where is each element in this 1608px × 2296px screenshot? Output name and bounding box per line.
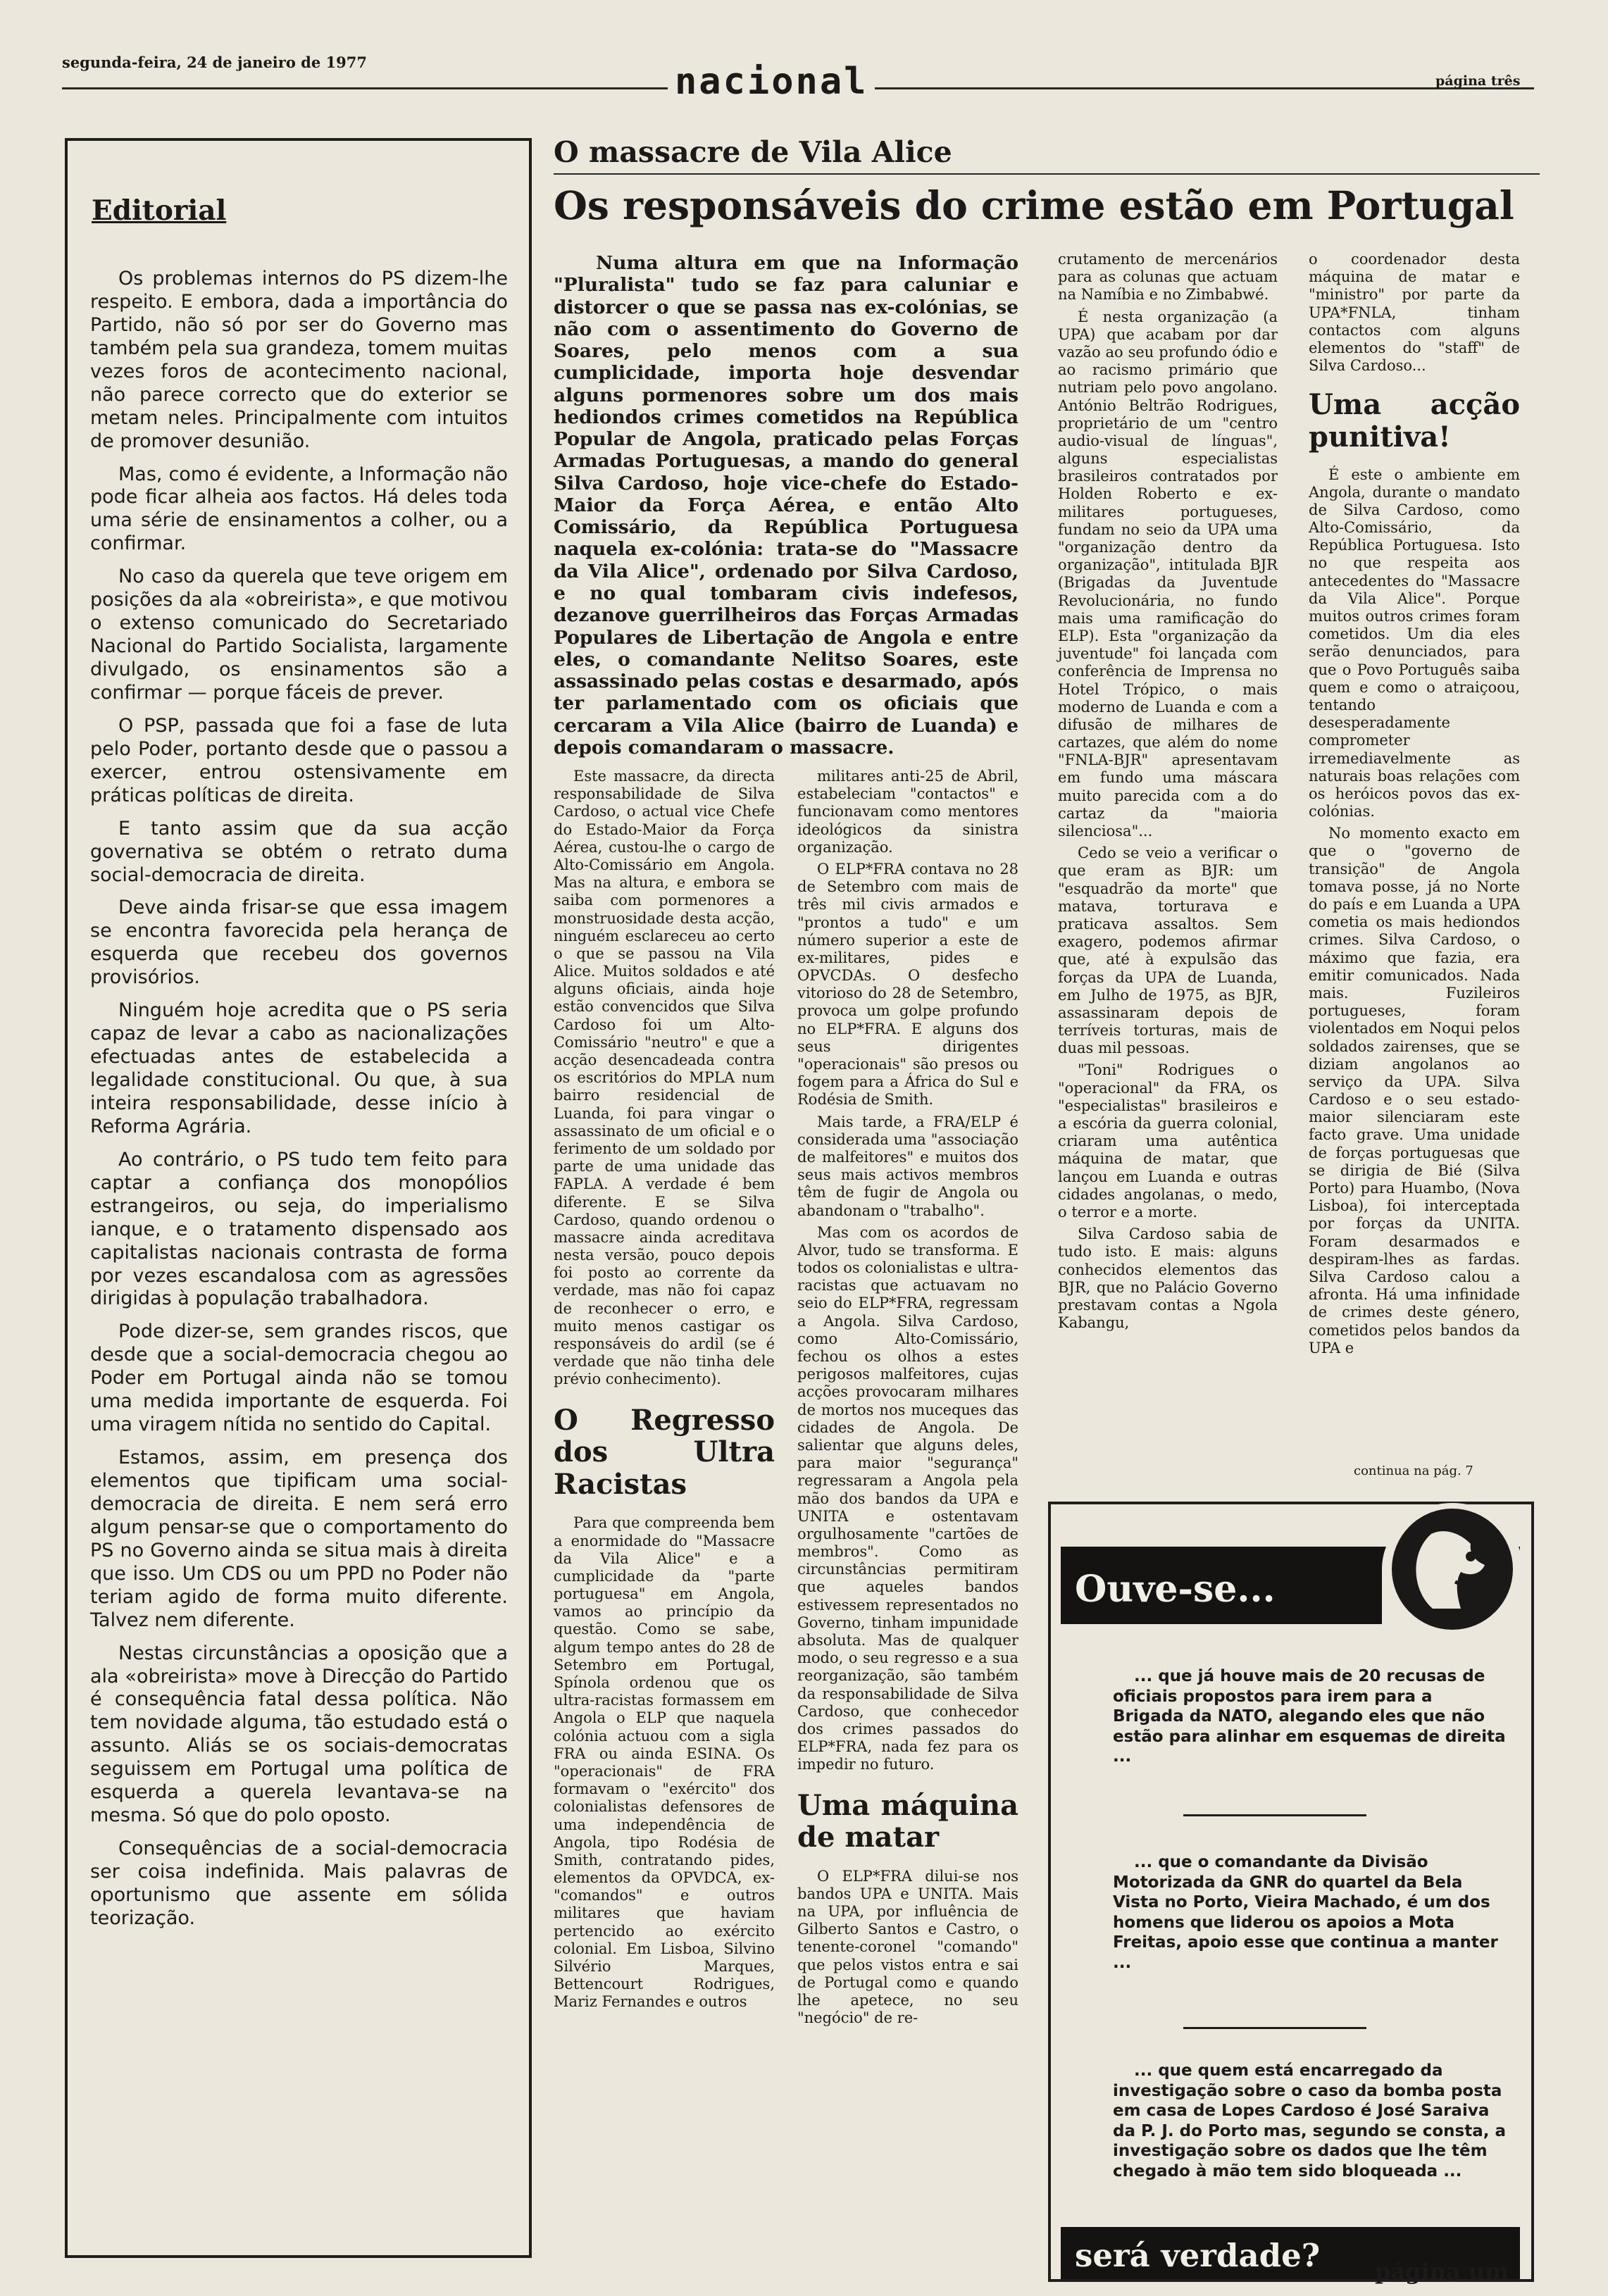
subhead-accao: Uma acção punitiva!	[1309, 388, 1520, 454]
article-paragraph: crutamento de mercenários para as colunas que actuam na Namíbia e no Zimbabwé.	[1058, 251, 1278, 304]
article-paragraph: Este massacre, da directa responsabilidade de Silva Cardoso, o actual vice Chefe do Estado-Maior da Força Aérea, custou-lhe o cargo de Alto-Comissário em Angola. Mas na altura, e embora se saiba com pormenores a monstruosidade desta acção, ninguém esclareceu ao certo o que se passou na Vila Alice. Muitos soldados e até alguns oficiais, ainda hoje estão convencidos que Silva Cardoso foi um Alto-Comissário "neutro" e que a acção desencadeada contra os escritórios do MPLA num bairro residencial de Luanda, foi para vingar o assassinato de um oficial e o ferimento de um soldado por parte de uma unidade das FAPLA. A verdade é bem diferente. E se Silva Cardoso, quando ordenou o massacre ainda acreditava nesta versão, pouco depois foi posto ao corrente da verdade, mas não foi capaz de reconhecer o erro, e muito menos castigar os responsáveis do ardil (se é verdade que não tinha dele prévio conhecimento).	[554, 768, 775, 1388]
article-column-1	[554, 768, 775, 2016]
continued-note: continua na pág. 7	[1354, 1464, 1473, 1478]
issue-date: segunda-feira, 24 de janeiro de 1977	[62, 54, 367, 71]
editorial-paragraph: Nestas circunstâncias a oposição que a ala «obreirista» move à Direcção do Partido é consequência fatal dessa política. Não tem novidade alguma, tão estudado está o assunto. Aliás se os sociais-democratas seguissem em Portugal uma política de esquerda a querela levantava-se na mesma. Só que do polo oposto.	[90, 1642, 508, 1827]
article-paragraph: É nesta organização (a UPA) que acabam por dar vazão ao seu profundo ódio e ao racismo primário que nutriam pelo povo angolano. António Beltrão Rodrigues, proprietário de um "centro audio-visual de línguas", alguns especialistas brasileiros contratados por Holden Roberto e ex-militares portugueses, fundam no seio da UPA uma "organização dentro da organização", intitulada BJR (Brigadas da Juventude Revolucionária, no fundo mais uma ramificação do ELP). Esta "organização da juventude" foi lançada com conferência de Imprensa no Hotel Trópico, o mais moderno de Luanda e com a difusão de milhares de cartazes, que além do nome "FNLA-BJR" apresentavam em fundo uma máscara muito parecida com a do cartaz da "maioria silenciosa"...	[1058, 308, 1278, 840]
editorial-paragraph: Mas, como é evidente, a Informação não pode ficar alheia aos factos. Há deles toda uma série de ensinamentos a colher, ou a confirmar.	[90, 463, 508, 555]
headline-rule	[554, 173, 1540, 175]
article-paragraph: "Toni" Rodrigues o "operacional" da FRA, os "especialistas" brasileiros e a escória da guerra colonial, criaram uma autêntica máquina de matar, que lançou em Luanda e outras cidades angolanas, o medo, o terror e a morte.	[1058, 1061, 1278, 1221]
article-kicker: O massacre de Vila Alice	[554, 135, 952, 169]
editorial-paragraph: No caso da querela que teve origem em posições da ala «obreirista», e que motivou o extenso comunicado do Secretariado Nacional do Partido Socialista, largamente divulgado, os ensinamentos são a confirmar — porque fáceis de prever.	[90, 566, 508, 704]
section-title: nacional	[668, 61, 875, 103]
article-paragraph: Para que compreenda bem a enormidade do "Massacre da Vila Alice" e a cumplicidade da "parte portuguesa" em Angola, vamos ao princípio da questão. Como se sabe, algum tempo antes do 28 de Setembro em Portugal, Spínola ordenou que os ultra-racistas formassem em Angola o ELP que naquela colónia actuou com a sigla FRA ou ainda ESINA. Os "operacionais" de FRA formavam o "exército" dos colonialistas defensores de uma independência de Angola, tipo Rodésia de Smith, contratando pides, elementos da OPVDCA, ex-"comandos" e outros militares que haviam pertencido ao exército colonial. Em Lisboa, Silvino Silvério Marques, Bettencourt Rodrigues, Mariz Fernandes e outros	[554, 1514, 775, 2011]
article-lead: Numa altura em que na Informação "Pluralista" tudo se faz para caluniar e distorcer o que se passa nas ex-colónias, se não com o assentimento do Governo de Soares, pelo menos com a sua cumplicidade, importa hoje desvendar alguns pormenores sobre um dos mais hediondos crimes cometidos na República Popular de Angola, praticado pelas Forças Armadas Portuguesas, a mando do general Silva Cardoso, hoje vice-chefe do Estado-Maior da Força Aérea, e então Alto Comissário, da República Portuguesa naquela ex-colónia: trata-se do "Massacre da Vila Alice", ordenado por Silva Cardoso, e no qual tombaram civis indefesos, dezanove guerrilheiros das Forças Armadas Populares de Libertação de Angola e entre eles, o comandante Nelitso Soares, este assassinado pelas costas e desarmado, após ter parlamentado com os oficiais que cercaram a Vila Alice (bairro de Luanda) e depois comandaram o massacre.	[554, 252, 1018, 759]
editorial-title: Editorial	[92, 194, 227, 227]
ouve-se-box	[1048, 1502, 1534, 2282]
article-column-2	[797, 768, 1018, 2031]
article-column-3	[1058, 251, 1278, 1336]
editorial-box	[65, 138, 532, 2258]
article-paragraph: o coordenador desta máquina de matar e "ministro" por parte da UPA*FNLA, tinham contactos com alguns elementos do "staff" de Silva Cardoso...	[1309, 251, 1520, 375]
ouve-se-item: ... que quem está encarregado da investigação sobre o caso da bomba posta em casa de Lopes Cardoso é José Saraiva da P. J. do Porto mas, segundo se consta, a investigação sobre os dados que lhe têm chegado à mão tem sido bloqueada ...	[1113, 2061, 1507, 2180]
ouve-se-item: ... que o comandante da Divisão Motorizada da GNR do quartel da Bela Vista no Porto, Vieira Machado, é um dos homens que liderou os apoios a Mota Freitas, apoio esse que continua a manter ...	[1113, 1853, 1498, 1972]
article-column-4	[1309, 251, 1520, 1361]
editorial-paragraph: Pode dizer-se, sem grandes riscos, que desde que a social-democracia chegou ao Poder em Portugal ainda não se tomou uma medida importante de esquerda. Foi uma viragem nítida no sentido do Capital.	[90, 1321, 508, 1436]
page-label: página três	[1435, 73, 1521, 89]
article-paragraph: É este o ambiente em Angola, durante o mandato de Silva Cardoso, como Alto-Comissário, da República Portuguesa. Isto no que respeita aos antecedentes do "Massacre da Vila Alice". Porque muitos outros crimes foram cometidos. Um dia eles serão denunciados, para que o Povo Português saiba quem e como o atraiçoou, tentando desesperadamente comprometer irremediavelmente as naturais boas relações com os heróicos povos das ex-colónias.	[1309, 466, 1520, 821]
editorial-paragraph: E tanto assim que da sua acção governativa se obtém o retrato duma social-democracia de direita.	[90, 817, 508, 886]
editorial-paragraph: Consequências de a social-democracia ser coisa indefinida. Mais palavras de oportunismo que assente em sólida teorização.	[90, 1838, 508, 1929]
ouve-se-title: Ouve-se...	[1075, 1568, 1276, 1611]
item-divider	[1183, 2027, 1366, 2029]
editorial-paragraph: Estamos, assim, em presença dos elementos que tipificam uma social-democracia de direita. E nem será erro algum pensar-se que o comportamento do PS no Governo ainda se situa mais à direita que isso. Um CDS ou um PPD no Poder não teriam agido de forma muito diferente. Talvez nem diferente.	[90, 1447, 508, 1631]
subhead-maquina: Uma máquina de matar	[797, 1788, 1018, 1854]
article-paragraph: Mas com os acordos de Alvor, tudo se transforma. E todos os colonialistas e ultra-racistas que actuavam no seio do ELP*FRA, regressam a Angola. Silva Cardoso, como Alto-Comissário, fechou os olhos a estes perigosos malfeitores, cujas acções provocaram milhares de mortos nos muceques das cidades de Angola. De salientar que alguns deles, para maior "segurança" regressaram a Angola pela mão dos bandos da UPA e UNITA e ostentavam orgulhosamente "cartões de membros". Como as circunstâncias permitiram que aqueles bandos estivessem representados no Governo, tinham impunidade absoluta. Mas de qualquer modo, o seu regresso e a sua reorganização, são também da responsabilidade de Silva Cardoso, que conhecedor dos crimes passados do ELP*FRA, nada fez para os impedir no futuro.	[797, 1223, 1018, 1773]
article-paragraph: O ELP*FRA contava no 28 de Setembro com mais de três mil civis armados e "prontos a tudo" e um número superior a este de ex-militares, pides e OPVCDAs. O desfecho vitorioso do 28 de Setembro, provoca um golpe profundo no ELP*FRA. E alguns dos seus dirigentes "operacionais" são presos ou fogem para a África do Sul e Rodésia de Smith.	[797, 860, 1018, 1109]
editorial-paragraph: Deve ainda frisar-se que essa imagem se encontra favorecida pela herança de esquerda que recebeu dos governos provisórios.	[90, 897, 508, 989]
page-footer: página um	[1375, 2258, 1509, 2285]
ouve-se-footer-text: será verdade?	[1075, 2237, 1321, 2274]
article-paragraph: Mais tarde, a FRA/ELP é considerada uma "associação de malfeitores" e muitos dos seus mais activos membros têm de fugir de Angola ou abandonam o "trabalho".	[797, 1113, 1018, 1219]
article-paragraph: militares anti-25 de Abril, estabeleciam "contactos" e funcionavam como mentores ideológicos da sinistra organização.	[797, 768, 1018, 856]
article-headline: Os responsáveis do crime estão em Portugal	[554, 182, 1514, 228]
subhead-regresso: O Regresso dos Ultra Racistas	[554, 1403, 775, 1501]
article-paragraph: No momento exacto em que o "governo de transição" de Angola tomava posse, já no Norte do país e em Luanda a UPA cometia os mais hediondos crimes. Silva Cardoso, o máximo que fazia, era emitir comunicados. Nada mais. Fuzileiros portugueses, foram violentados em Noqui pelos soldados zairenses, que se diziam angolanos ao serviço da UPA. Silva Cardoso e o seu estado-maior silenciaram este facto grave. Uma unidade de forças portuguesas que se dirigia de Bié (Silva Porto) para Huambo, (Nova Lisboa), foi interceptada por forças da UNITA. Foram desarmados e despiram-lhes as fardas. Silva Cardoso calou a afronta. Há uma infinidade de crimes deste género, cometidos pelos bandos da UPA e	[1309, 825, 1520, 1356]
editorial-paragraph: Ninguém hoje acredita que o PS seria capaz de levar a cabo as nacionalizações efectuadas antes de estabelecida a legalidade constitucional. Ou que, à sua inteira responsabilidade, desse início à Reforma Agrária.	[90, 999, 508, 1137]
ouve-se-item: ... que já houve mais de 20 recusas de oficiais propostos para irem para a Brigada da NATO, alegando eles que não estão para alinhar em esquemas de direita ...	[1113, 1667, 1506, 1766]
article-paragraph: Cedo se veio a verificar o que eram as BJR: um "esquadrão da morte" que matava, torturava e praticava assaltos. Sem exagero, podemos afirmar que, até à expulsão das forças da UPA de Luanda, em Julho de 1975, as BJR, assassinaram depois de terríveis torturas, mais de duas mil pessoas.	[1058, 844, 1278, 1057]
item-divider	[1183, 1814, 1366, 1816]
article-paragraph: O ELP*FRA dilui-se nos bandos UPA e UNITA. Mais na UPA, por influência de Gilberto Santos e Castro, o tenente-coronel "comando" que pelos vistos entra e sai de Portugal como e quando lhe apetece, no seu "negócio" de re-	[797, 1867, 1018, 2027]
editorial-paragraph: Os problemas internos do PS dizem-lhe respeito. E embora, dada a importância do Partido, não só por ser do Governo mas também pela sua grandeza, tomem muitas vezes foros de acontecimento nacional, não parece correcto que do exterior se metam neles. Principalmente com intuitos de promover desunião.	[90, 268, 508, 452]
editorial-paragraph: Ao contrário, o PS tudo tem feito para captar a confiança dos monopólios estrangeiros, ou seja, do imperialismo ianque, e o tratamento dispensado aos capitalistas nacionais contrasta de forma por vezes escandalosa com as agressões dirigidas à população trabalhadora.	[90, 1148, 508, 1310]
listening-face-icon	[1382, 1503, 1523, 1635]
article-paragraph: Silva Cardoso sabia de tudo isto. E mais: alguns conhecidos elementos das BJR, que no Palácio Governo prestavam contas a Ngola Kabangu,	[1058, 1225, 1278, 1332]
editorial-paragraph: O PSP, passada que foi a fase de luta pelo Poder, portanto desde que o passou a exercer, entrou ostensivamente em práticas políticas de direita.	[90, 714, 508, 806]
editorial-body	[90, 268, 508, 1940]
